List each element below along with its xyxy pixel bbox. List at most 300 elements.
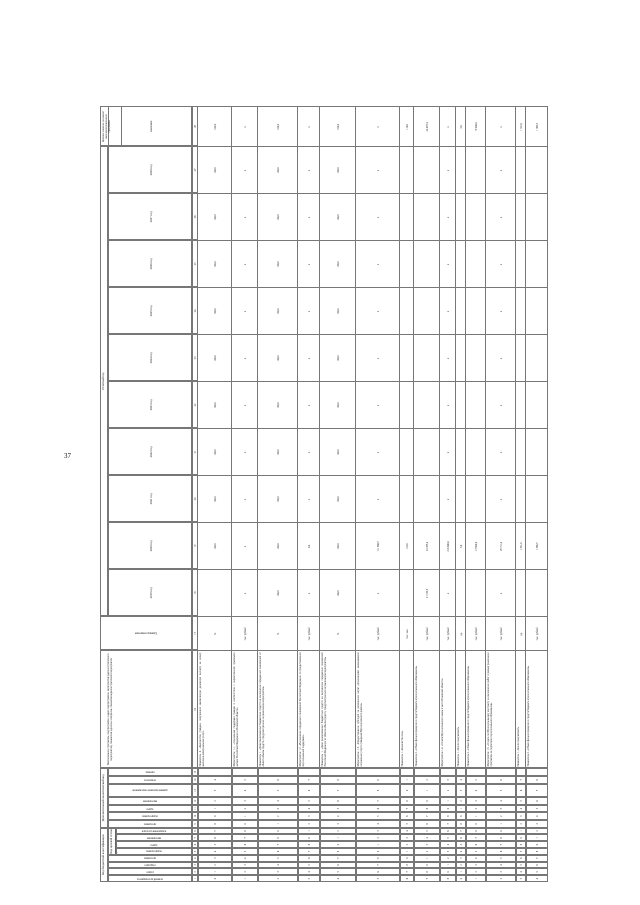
row-value: х xyxy=(440,146,456,193)
code-cell: 7 xyxy=(516,776,526,784)
row-value: х xyxy=(356,381,400,428)
code-cell: 2 xyxy=(320,828,356,835)
row-value: 22 477,4 xyxy=(414,522,440,569)
code-cell: 8 xyxy=(456,820,466,828)
row-value: 100,0 xyxy=(198,381,232,428)
column-number: 5 xyxy=(192,848,198,855)
code-cell: 2 xyxy=(516,820,526,828)
row-value xyxy=(466,475,486,522)
row-value: х xyxy=(298,287,320,334)
code-cell: 6 xyxy=(400,875,414,882)
code-cell: 3 xyxy=(198,784,232,798)
row-name: Мероприятие 1.1. «Социальная поддержка граждан в соответствии с нормативными правовыми актами Российской Федерации и Псковской области» xyxy=(232,650,258,768)
row-value: 100,0 xyxy=(198,146,232,193)
code-cell: 3 xyxy=(526,820,548,828)
name-col-header: Наименование программы, подпрограммы, задачи подпрограммы, мероприятия (административного мероприятия), показателя, единицы измерения, показателя административного мероприятия xyxy=(100,650,192,768)
row-unit: тыс. рублей xyxy=(526,616,548,650)
row-value: 22 477,4 xyxy=(414,106,440,146)
code-cell: 5 xyxy=(486,855,516,862)
row-value: 100,0 xyxy=(320,428,356,475)
code-cell: 0 xyxy=(456,875,466,882)
row-value xyxy=(456,381,466,428)
code-cell: 1 xyxy=(414,784,440,798)
column-number: 13 xyxy=(192,784,198,798)
id-col-header xyxy=(108,797,192,805)
row-value: х xyxy=(356,240,400,287)
row-value: 100,0 xyxy=(320,287,356,334)
id-col-label: мероприятие xyxy=(142,799,158,803)
row-value xyxy=(526,193,548,240)
code-cell: 0 xyxy=(198,812,232,820)
code-cell: 6 xyxy=(486,848,516,855)
code-cell: 1 xyxy=(486,820,516,828)
column-number: 11 xyxy=(192,805,198,813)
row-unit: тыс. рублей xyxy=(298,616,320,650)
row-value: х xyxy=(232,193,258,240)
code-cell: 3 xyxy=(456,855,466,862)
code-cell: 0 xyxy=(440,868,456,875)
row-value xyxy=(516,569,526,616)
row-value: 100,0 xyxy=(198,193,232,240)
row-value xyxy=(400,475,414,522)
code-cell: 8 xyxy=(320,848,356,855)
code-cell: 3 xyxy=(466,862,486,869)
row-value: 100,0 xyxy=(198,428,232,475)
code-cell: 1 xyxy=(232,812,258,820)
code-cell: 8 xyxy=(356,784,400,798)
row-value xyxy=(414,475,440,522)
code-cell: 4 xyxy=(526,812,548,820)
code-cell: 2 xyxy=(232,868,258,875)
row-value: х xyxy=(356,428,400,475)
row-value: х xyxy=(298,106,320,146)
row-value: 100,0 xyxy=(320,522,356,569)
code-cell: 2 xyxy=(298,820,320,828)
code-cell: 2 xyxy=(258,875,298,882)
code-cell: 4 xyxy=(456,776,466,784)
code-cell: 3 xyxy=(258,805,298,813)
code-col-header xyxy=(116,828,192,835)
row-value xyxy=(516,428,526,475)
row-name: Показатель 2. «Объем финансирования из средств бюджета муниципального образования» xyxy=(466,650,486,768)
code-cell xyxy=(466,768,486,776)
row-value: 100,0 xyxy=(258,146,298,193)
code-cell: 3 xyxy=(440,848,456,855)
row-unit: % xyxy=(258,616,298,650)
code-cell: 0 xyxy=(198,875,232,882)
code-cell xyxy=(516,768,526,776)
row-value xyxy=(516,287,526,334)
row-value: х xyxy=(298,475,320,522)
row-value xyxy=(414,334,440,381)
row-value xyxy=(516,146,526,193)
row-name: Мероприятие 1.3. «Предоставление субсидий на возмещение затрат организациям, оказывающим социальные услуги гражданам Муниципального района» xyxy=(356,650,400,768)
row-value: х xyxy=(356,475,400,522)
values-group-header: Отчетный год xyxy=(100,146,108,616)
code-cell: 0 xyxy=(400,784,414,798)
final-col-header: Целевое значение на момент окончания реализации программы xyxy=(100,106,122,146)
code-col-header xyxy=(116,834,192,841)
row-value: 100,0 xyxy=(258,381,298,428)
row-value xyxy=(466,146,486,193)
code-cell: 1 xyxy=(400,776,414,784)
code-cell: 6 xyxy=(258,848,298,855)
code-col-header xyxy=(116,848,192,855)
code-cell: 8 xyxy=(526,848,548,855)
code-cell: 1 xyxy=(414,855,440,862)
code-cell xyxy=(414,768,440,776)
code-cell: 7 xyxy=(400,805,414,813)
code-cell: 6 xyxy=(198,834,232,841)
code-col-header xyxy=(108,855,192,862)
code-cell: 3 xyxy=(198,855,232,862)
code-cell: 8 xyxy=(486,834,516,841)
year-col-header: значение xyxy=(108,106,192,146)
year-col-header: 2026 год xyxy=(108,240,192,287)
row-value: 110,0 xyxy=(400,106,414,146)
row-value: 1 369,7 xyxy=(526,106,548,146)
column-number: 28 xyxy=(192,106,198,146)
row-value: 100,0 xyxy=(198,106,232,146)
row-value: 100,0 xyxy=(198,240,232,287)
row-value: х xyxy=(232,240,258,287)
code-cell: 2 xyxy=(232,805,258,813)
row-value: 5,0 xyxy=(456,522,466,569)
row-value xyxy=(516,193,526,240)
code-cell: 5 xyxy=(232,848,258,855)
code-cell: 3 xyxy=(516,812,526,820)
row-value: 29 711,4 xyxy=(486,522,516,569)
code-cell: 0 xyxy=(356,776,400,784)
code-cell: 5 xyxy=(516,797,526,805)
page-number: 37 xyxy=(64,452,71,460)
code-cell: 5 xyxy=(516,862,526,869)
row-value: 17 000,0 xyxy=(466,106,486,146)
row-value xyxy=(466,240,486,287)
code-cell: 7 xyxy=(298,848,320,855)
row-value xyxy=(456,334,466,381)
row-value: х xyxy=(440,106,456,146)
row-value xyxy=(456,428,466,475)
row-value: х xyxy=(486,475,516,522)
code-cell: 7 xyxy=(456,828,466,835)
row-value xyxy=(526,381,548,428)
code-cell: 3 xyxy=(486,868,516,875)
code-cell: 0 xyxy=(486,828,516,835)
code-cell: 7 xyxy=(198,828,232,835)
row-name: Показатель 4. «Количество граждан, получивших ежемесячную денежную выплату на оплату жилищно-коммунальных услуг» xyxy=(198,650,232,768)
row-value: 100,0 xyxy=(258,569,298,616)
id-col-label: подпрограмма xyxy=(142,814,158,818)
code-cell: 6 xyxy=(466,841,486,848)
id-col-header xyxy=(108,784,192,798)
row-value: х xyxy=(232,287,258,334)
code-cell: 5 xyxy=(258,855,298,862)
code-cell: 2 xyxy=(486,812,516,820)
code-cell xyxy=(356,768,400,776)
code-cell: 0 xyxy=(526,841,548,848)
row-value: х xyxy=(298,146,320,193)
code-cell: 7 xyxy=(414,812,440,820)
row-value xyxy=(456,240,466,287)
year-col-header: 2019 год xyxy=(108,569,192,616)
row-value: х xyxy=(356,569,400,616)
code-cell: 6 xyxy=(456,834,466,841)
code-col-header xyxy=(116,841,192,848)
code-cell: 2 xyxy=(456,862,466,869)
row-value: х xyxy=(232,106,258,146)
code-cell: 2 xyxy=(414,776,440,784)
code-cell xyxy=(486,768,516,776)
row-value: х xyxy=(232,475,258,522)
row-name: Мероприятие 1.2. «Выполнение переданных полномочий Российской Федерации по предоставлению мер социальной поддержки» xyxy=(298,650,320,768)
code-cell: 0 xyxy=(516,834,526,841)
code-cell: 3 xyxy=(456,784,466,798)
row-value: 100,0 xyxy=(258,193,298,240)
row-value xyxy=(466,193,486,240)
row-value: х xyxy=(486,240,516,287)
column-number: 23 xyxy=(192,334,198,381)
code-cell: 8 xyxy=(414,805,440,813)
row-value xyxy=(516,334,526,381)
row-name: Мероприятие 1.4. «Оплата Муниципального заказа в части Псковской области» xyxy=(440,650,456,768)
row-value xyxy=(414,146,440,193)
row-value xyxy=(466,334,486,381)
code-cell xyxy=(198,768,232,776)
code-cell: 5 xyxy=(320,805,356,813)
code-cell: 2 xyxy=(198,797,232,805)
id-col-header xyxy=(108,768,192,776)
code-cell: 2 xyxy=(466,805,486,813)
code-cell: 1 xyxy=(298,828,320,835)
code-cell: 1 xyxy=(440,862,456,869)
row-value: 100,0 xyxy=(320,106,356,146)
code-cell: 0 xyxy=(356,848,400,855)
column-number: 9 xyxy=(192,820,198,828)
row-value: х xyxy=(440,381,456,428)
row-value: 21 183,9 xyxy=(414,569,440,616)
row-value: х xyxy=(298,240,320,287)
row-name: Показатель 1. «Число получателей» xyxy=(456,650,466,768)
row-unit: тыс. рублей xyxy=(466,616,486,650)
row-value: 111 368,7 xyxy=(356,522,400,569)
code-cell: 7 xyxy=(414,875,440,882)
row-value: х xyxy=(440,569,456,616)
id-col-header xyxy=(108,812,192,820)
row-value: 100,0 xyxy=(320,334,356,381)
code-col-label: направление расходов xyxy=(141,829,167,833)
row-value: 100,0 xyxy=(258,475,298,522)
code-cell xyxy=(456,768,466,776)
row-value: 100,0 xyxy=(320,475,356,522)
code-cell: 2 xyxy=(440,784,456,798)
id-col-label: признак xyxy=(145,770,155,774)
code-cell: 5 xyxy=(526,868,548,875)
code-cell: 6 xyxy=(526,862,548,869)
row-value xyxy=(466,381,486,428)
row-value: 100,0 xyxy=(258,287,298,334)
row-value: 100,0 xyxy=(320,240,356,287)
code-cell: 1 xyxy=(258,820,298,828)
code-cell: 3 xyxy=(516,875,526,882)
row-value xyxy=(400,334,414,381)
code-cell: 3 xyxy=(400,834,414,841)
column-number: 15 xyxy=(192,768,198,776)
code-cell: 4 xyxy=(232,855,258,862)
row-name: Показатель 1. «Количество лиц» xyxy=(400,650,414,768)
row-value: 100,0 xyxy=(198,287,232,334)
row-value: х xyxy=(232,522,258,569)
code-cell: 7 xyxy=(356,797,400,805)
row-value: х xyxy=(440,287,456,334)
row-value xyxy=(526,146,548,193)
row-value xyxy=(400,146,414,193)
row-value xyxy=(466,287,486,334)
code-cell: 4 xyxy=(258,797,298,805)
code-cell: 3 xyxy=(298,812,320,820)
column-number: 8 xyxy=(192,828,198,835)
code-cell xyxy=(232,768,258,776)
code-cell: 6 xyxy=(526,797,548,805)
row-value: 1 369,7 xyxy=(526,522,548,569)
row-value: х xyxy=(356,287,400,334)
code-cell: 4 xyxy=(456,848,466,855)
row-unit: тыс. чел. xyxy=(400,616,414,650)
row-name: Показатель 1. «Доля реализованных бюджетных средств на выполнение переданных полномочий Российской Федерации от общего объема средств, предусмотренных на реализацию мероприятия» xyxy=(320,650,356,768)
code-cell: 4 xyxy=(298,868,320,875)
code-cell: 1 xyxy=(232,875,258,882)
row-name: Показатель 1. «Доля реализованных бюджетных средств на выполнение переданных полномочий от общего объема средств, предусмотренных на реализацию мероприятия» xyxy=(258,650,298,768)
code-cell: 8 xyxy=(440,875,456,882)
code-cell: 2 xyxy=(486,875,516,882)
code-cell: 5 xyxy=(414,828,440,835)
row-value xyxy=(198,569,232,616)
row-value xyxy=(456,569,466,616)
code-cell: 8 xyxy=(198,820,232,828)
code-cell: 3 xyxy=(486,805,516,813)
code-cell: 8 xyxy=(258,834,298,841)
code-cell: 1 xyxy=(456,868,466,875)
code-cell: 6 xyxy=(298,784,320,798)
row-value: 100,0 xyxy=(198,475,232,522)
code-cell: 4 xyxy=(486,797,516,805)
code-cell: 1 xyxy=(356,841,400,848)
row-value: 1 321,0 xyxy=(516,106,526,146)
column-number: 7 xyxy=(192,834,198,841)
row-value: х xyxy=(486,287,516,334)
code-cell: 4 xyxy=(414,834,440,841)
code-cell: 2 xyxy=(440,855,456,862)
code-cell: 4 xyxy=(320,875,356,882)
code-cell: 1 xyxy=(440,797,456,805)
code-cell: 0 xyxy=(440,805,456,813)
code-cell: 6 xyxy=(516,784,526,798)
unit-col-header xyxy=(100,616,192,650)
row-value xyxy=(414,381,440,428)
row-value: 100,0 xyxy=(320,146,356,193)
code-col-label: главный распорядитель xyxy=(136,877,164,881)
code-cell: 2 xyxy=(466,868,486,875)
code-cell: 1 xyxy=(198,805,232,813)
row-name: Показатель 2. «Объем финансирования из средств бюджета муниципального образования» xyxy=(414,650,440,768)
code-cell: 3 xyxy=(466,797,486,805)
column-number: 20 xyxy=(192,475,198,522)
code-cell: 7 xyxy=(232,834,258,841)
code-col-header xyxy=(108,862,192,869)
column-number: 21 xyxy=(192,428,198,475)
code-cell: 0 xyxy=(456,812,466,820)
row-name: Показатель 1. «Число получателей» xyxy=(516,650,526,768)
row-value: х xyxy=(298,193,320,240)
row-value xyxy=(400,569,414,616)
code-cell: 5 xyxy=(356,812,400,820)
code-cell: 3 xyxy=(258,868,298,875)
row-value: х xyxy=(356,334,400,381)
row-value: 100,0 xyxy=(198,522,232,569)
code-cell: 4 xyxy=(466,855,486,862)
row-value xyxy=(456,287,466,334)
row-value: х xyxy=(298,334,320,381)
year-col-header: 2022 год xyxy=(108,428,192,475)
row-value: х xyxy=(486,334,516,381)
code-cell: 5 xyxy=(486,784,516,798)
code-cell: 1 xyxy=(526,834,548,841)
code-cell: 7 xyxy=(526,855,548,862)
code-cell: 5 xyxy=(298,862,320,869)
code-cell: 7 xyxy=(356,862,400,869)
code-cell xyxy=(298,768,320,776)
code-cell: 2 xyxy=(456,797,466,805)
code-subgroup-header: Код целевой статьи расходов бюджета xyxy=(109,828,118,854)
row-unit: тыс. рублей xyxy=(356,616,400,650)
code-cell: 5 xyxy=(298,797,320,805)
row-value xyxy=(400,193,414,240)
code-cell: 4 xyxy=(466,784,486,798)
row-value xyxy=(456,475,466,522)
row-value xyxy=(526,428,548,475)
row-value: х xyxy=(298,381,320,428)
row-value: х xyxy=(232,428,258,475)
row-unit: ед. xyxy=(516,616,526,650)
row-value: 100,0 xyxy=(320,381,356,428)
row-value: х xyxy=(440,428,456,475)
row-name: Мероприятие 1.5. «Оплата по Муниципальному контракту на выполнение работ в рамках реализации программы на территории муниципального образования» xyxy=(486,650,516,768)
row-value xyxy=(516,475,526,522)
code-cell: 5 xyxy=(440,834,456,841)
code-cell: 0 xyxy=(232,820,258,828)
row-value xyxy=(456,146,466,193)
code-cell: 2 xyxy=(414,848,440,855)
code-cell: 4 xyxy=(232,784,258,798)
id-group-header: Дополнительный аналитический код xyxy=(100,768,108,827)
code-cell: 4 xyxy=(486,862,516,869)
code-cell: 1 xyxy=(320,834,356,841)
row-value: х xyxy=(298,569,320,616)
code-cell: 8 xyxy=(466,828,486,835)
row-value xyxy=(414,193,440,240)
year-col-header: 2025 год xyxy=(108,287,192,334)
column-number: 6 xyxy=(192,841,198,848)
row-unit: тыс. рублей xyxy=(232,616,258,650)
code-group-header: Код бюджетной классификации xyxy=(100,828,108,882)
row-value: х xyxy=(298,428,320,475)
row-unit: % xyxy=(320,616,356,650)
code-cell: 4 xyxy=(516,868,526,875)
row-value xyxy=(516,381,526,428)
column-number: 26 xyxy=(192,193,198,240)
code-cell: 6 xyxy=(356,868,400,875)
code-cell: 5 xyxy=(526,805,548,813)
